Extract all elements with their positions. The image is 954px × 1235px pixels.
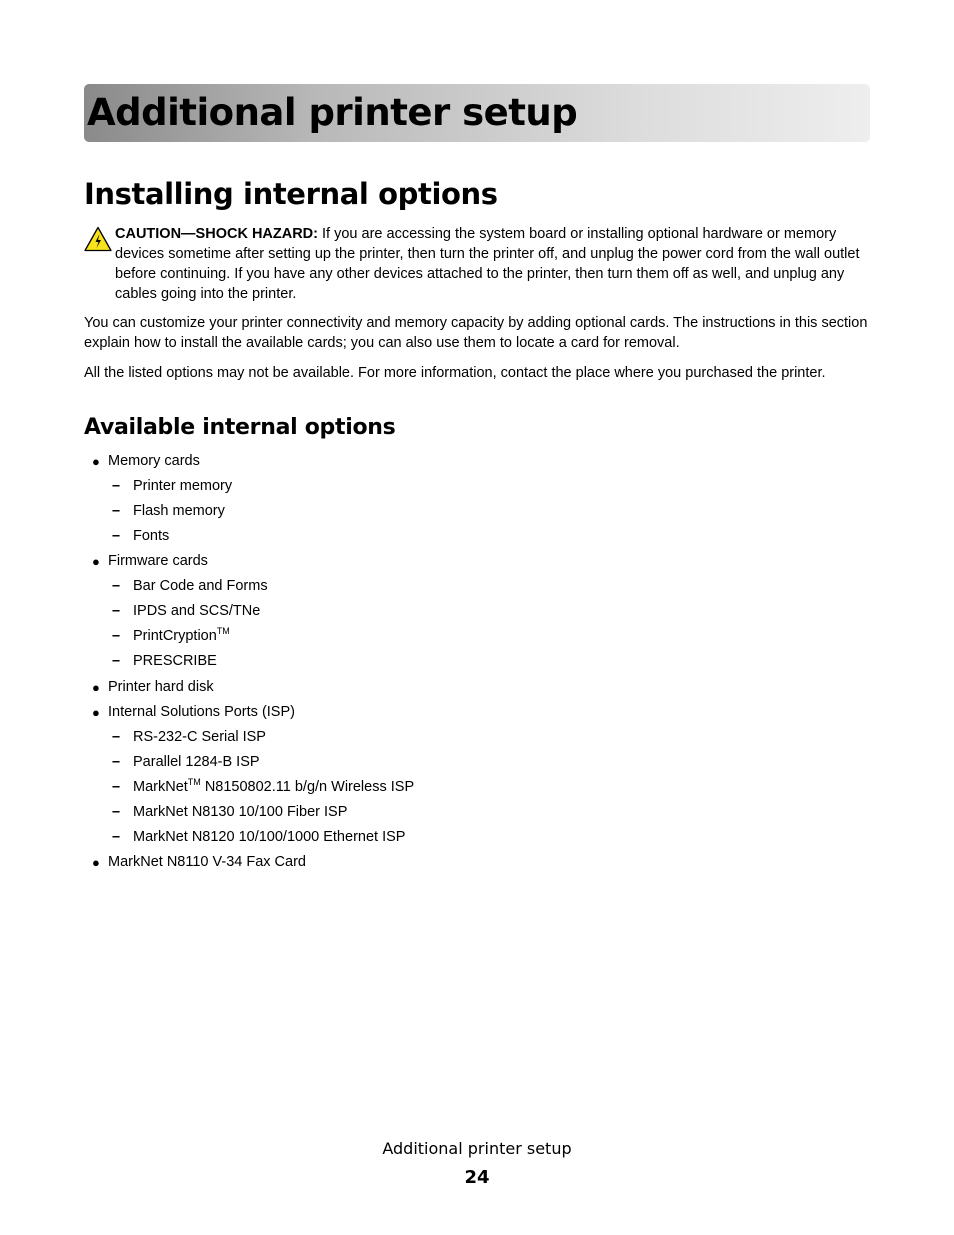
list-item <box>84 549 784 674</box>
dash-icon: – <box>112 603 121 619</box>
options-list <box>84 449 784 875</box>
dash-icon: – <box>112 628 121 644</box>
sub-list-item <box>108 524 784 549</box>
trademark-sup: TM <box>216 626 230 636</box>
dash-icon: – <box>112 754 121 770</box>
sub-list-item <box>108 624 784 649</box>
dash-icon: – <box>112 578 121 594</box>
sub-list-item <box>108 775 784 800</box>
sub-list-item-label: Bar Code and Forms <box>133 578 268 594</box>
list-item <box>84 850 784 875</box>
sub-list-item-label: Parallel 1284-B ISP <box>133 754 260 770</box>
list-item-label: MarkNet N8110 V-34 Fax Card <box>108 854 306 870</box>
sub-list-item <box>108 574 784 599</box>
availability-paragraph: All the listed options may not be available. For more information, contact the place where you purchased the printer. <box>84 365 826 381</box>
list-item-label: Memory cards <box>108 453 200 469</box>
list-item-label: Printer hard disk <box>108 679 214 695</box>
sub-list-item-label: MarkNet <box>133 779 188 795</box>
caution-body: If you are accessing the system board or installing optional hardware or memory devices sometime after setting up the printer, then turn the printer off, and unplug the power cord from the wall outlet before continuing. If you have any other devices attached to the printer, then turn them off as well, and unplug any cables going into the printer. <box>115 226 860 302</box>
sub-list-item <box>108 800 784 825</box>
sub-list <box>108 725 784 850</box>
chapter-title: Additional printer setup <box>87 91 578 134</box>
sub-list <box>108 574 784 674</box>
bullet-icon: ● <box>92 454 100 469</box>
warning-triangle-icon <box>84 226 112 252</box>
dash-icon: – <box>112 478 121 494</box>
bullet-icon: ● <box>92 680 100 695</box>
list-item-label: Firmware cards <box>108 553 208 569</box>
intro-paragraph: You can customize your printer connectivity and memory capacity by adding optional cards. The instructions in this section explain how to install the available cards; you can also use them to locate a card for removal. <box>84 315 868 351</box>
sub-list-item-label: Printer memory <box>133 478 233 494</box>
sub-list-item <box>108 649 784 674</box>
sub-list-item <box>108 750 784 775</box>
sub-list-item-label: Fonts <box>133 528 170 544</box>
dash-icon: – <box>112 528 121 544</box>
sub-list-item-label: MarkNet N8130 10/100 Fiber ISP <box>133 804 348 820</box>
trademark-sup: TM <box>187 777 201 787</box>
dash-icon: – <box>112 729 121 745</box>
bullet-icon: ● <box>92 855 100 870</box>
footer-title: Additional printer setup <box>382 1139 572 1158</box>
chapter-banner <box>84 84 870 142</box>
sub-list-item-label: PRESCRIBE <box>133 653 217 669</box>
dash-icon: – <box>112 779 121 795</box>
sub-list-item-label: IPDS and SCS/TNe <box>133 603 261 619</box>
dash-icon: – <box>112 503 121 519</box>
sub-list-item <box>108 599 784 624</box>
sub-list-item-label: MarkNet N8120 10/100/1000 Ethernet ISP <box>133 829 406 845</box>
caution-text <box>115 224 872 304</box>
list-item-label: Internal Solutions Ports (ISP) <box>108 704 295 720</box>
page-number: 24 <box>464 1167 490 1188</box>
sub-list-item-label: Flash memory <box>133 503 225 519</box>
sub-list-item <box>108 725 784 750</box>
section-title: Installing internal options <box>84 177 498 211</box>
dash-icon: – <box>112 653 121 669</box>
bullet-icon: ● <box>92 705 100 720</box>
subsection-title: Available internal options <box>84 415 396 440</box>
bullet-icon: ● <box>92 554 100 569</box>
sub-list-item-label: PrintCryption <box>133 628 217 644</box>
list-item <box>84 700 784 850</box>
sub-list-item-label: RS-232-C Serial ISP <box>133 729 266 745</box>
caution-block <box>84 224 872 304</box>
caution-label: CAUTION—SHOCK HAZARD: <box>115 226 318 242</box>
sub-list-item <box>108 825 784 850</box>
sub-list-item <box>108 499 784 524</box>
sub-list <box>108 474 784 549</box>
dash-icon: – <box>112 804 121 820</box>
list-item <box>84 675 784 700</box>
sub-list-item <box>108 474 784 499</box>
list-item <box>84 449 784 549</box>
sub-list-item-label-rest: N8150802.11 b/g/n Wireless ISP <box>200 779 415 795</box>
dash-icon: – <box>112 829 121 845</box>
